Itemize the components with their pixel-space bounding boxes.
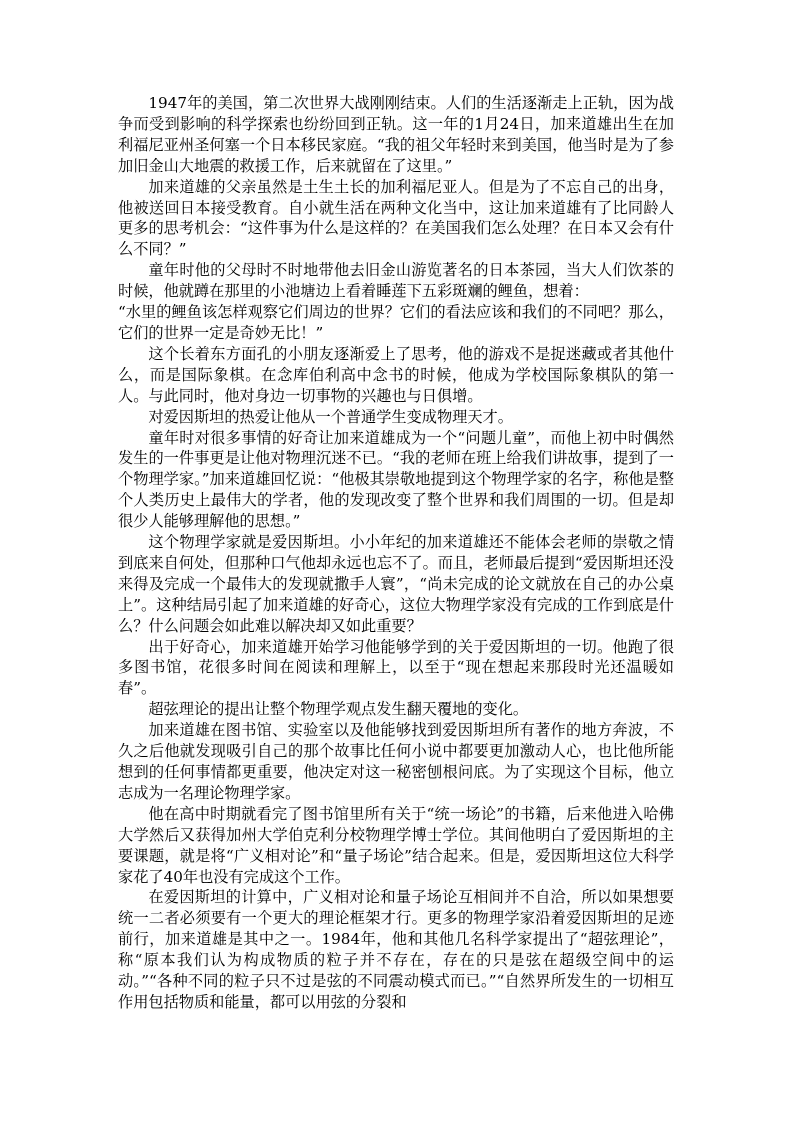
paragraph-2: 加来道雄的父亲虽然是土生土长的加利福尼亚人。但是为了不忘自己的出身，他被送回日本接受教育。自小就生活在两种文化当中，这让加来道雄有了比同龄人更多的思考机会：“这件事为什么是这样的？在美国我们怎么处理？在日本又会有什么不同？” [118, 177, 674, 259]
paragraph-11: 加来道雄在图书馆、实验室以及他能够找到爱因斯坦所有著作的地方奔波，不久之后他就发现吸引自己的那个故事比任何小说中都要更加激动人心，也比他所能想到的任何事情都更重要，他决定对这一秘密刨根问底。为了实现这个目标，他立志成为一名理论物理学家。 [118, 721, 674, 802]
paragraph-8: 这个物理学家就是爱因斯坦。小小年纪的加来道雄还不能体会老师的崇敬之情到底来自何处，但那种口气他却永远也忘不了。而且，老师最后提到“爱因斯坦还没来得及完成一个最伟大的发现就撒手人寰”，“尚未完成的论文就放在自己的办公桌上”。这种结局引起了加来道雄的好奇心，这位大物理学家没有完成的工作到底是什么？什么问题会如此难以解决却又如此重要？ [118, 533, 674, 635]
paragraph-4: “水里的鲤鱼该怎样观察它们周边的世界？它们的看法应该和我们的不同吧？那么，它们的世界一定是奇妙无比！” [118, 303, 674, 342]
paragraph-1: 1947年的美国，第二次世界大战刚刚结束。人们的生活逐渐走上正轨，因为战争而受到影响的科学探索也纷纷回到正轨。这一年的1月24日，加来道雄出生在加利福尼亚州圣何塞一个日本移民家庭。“我的祖父年轻时来到美国，他当时是为了参加旧金山大地震的救援工作，后来就留在了这里。” [118, 94, 674, 175]
paragraph-13: 在爱因斯坦的计算中，广义相对论和量子场论互相间并不自洽，所以如果想要统一二者必须要有一个更大的理论框架才行。更多的物理学家沿着爱因斯坦的足迹前行，加来道雄是其中之一。1984年，他和其他几名科学家提出了“超弦理论”，称“原本我们认为构成物质的粒子并不存在，存在的只是弦在超级空间中的运动。”“各种不同的粒子只不过是弦的不同震动模式而已。”“自然界所发生的一切相互作用包括物质和能量，都可以用弦的分裂和 [118, 888, 674, 1011]
paragraph-5: 这个长着东方面孔的小朋友逐渐爱上了思考，他的游戏不是捉迷藏或者其他什么，而是国际象棋。在念库伯利高中念书的时候，他成为学校国际象棋队的第一人。与此同时，他对身边一切事物的兴趣也与日俱增。 [118, 344, 674, 405]
paragraph-3: 童年时他的父母时不时地带他去旧金山游览著名的日本茶园，当大人们饮茶的时候，他就蹲在那里的小池塘边上看着睡莲下五彩斑斓的鲤鱼，想着： [118, 261, 674, 301]
paragraph-7: 童年时对很多事情的好奇让加来道雄成为一个“问题儿童”，而他上初中时偶然发生的一件事更是让他对物理沉迷不已。“我的老师在班上给我们讲故事，提到了一个物理学家。”加来道雄回忆说：“他极其崇敬地提到这个物理学家的名字，称他是整个人类历史上最伟大的学者，他的发现改变了整个世界和我们周围的一切。但是却很少人能够理解他的思想。” [118, 428, 674, 531]
paragraph-6: 对爱因斯坦的热爱让他从一个普通学生变成物理天才。 [148, 407, 513, 426]
document-body [118, 93, 674, 1013]
paragraph-12: 他在高中时期就看完了图书馆里所有关于“统一场论”的书籍，后来他进入哈佛大学然后又获得加州大学伯克利分校物理学博士学位。其间他明白了爱因斯坦的主要课题，就是将“广义相对论”和“量子场论”结合起来。但是，爱因斯坦这位大科学家花了40年也没有完成这个工作。 [118, 804, 674, 886]
paragraph-9: 出于好奇心，加来道雄开始学习他能够学到的关于爱因斯坦的一切。他跑了很多图书馆，花很多时间在阅读和理解上，以至于“现在想起来那段时光还温暖如春”。 [118, 637, 674, 698]
paragraph-10: 超弦理论的提出让整个物理学观点发生翻天覆地的变化。 [148, 700, 529, 719]
